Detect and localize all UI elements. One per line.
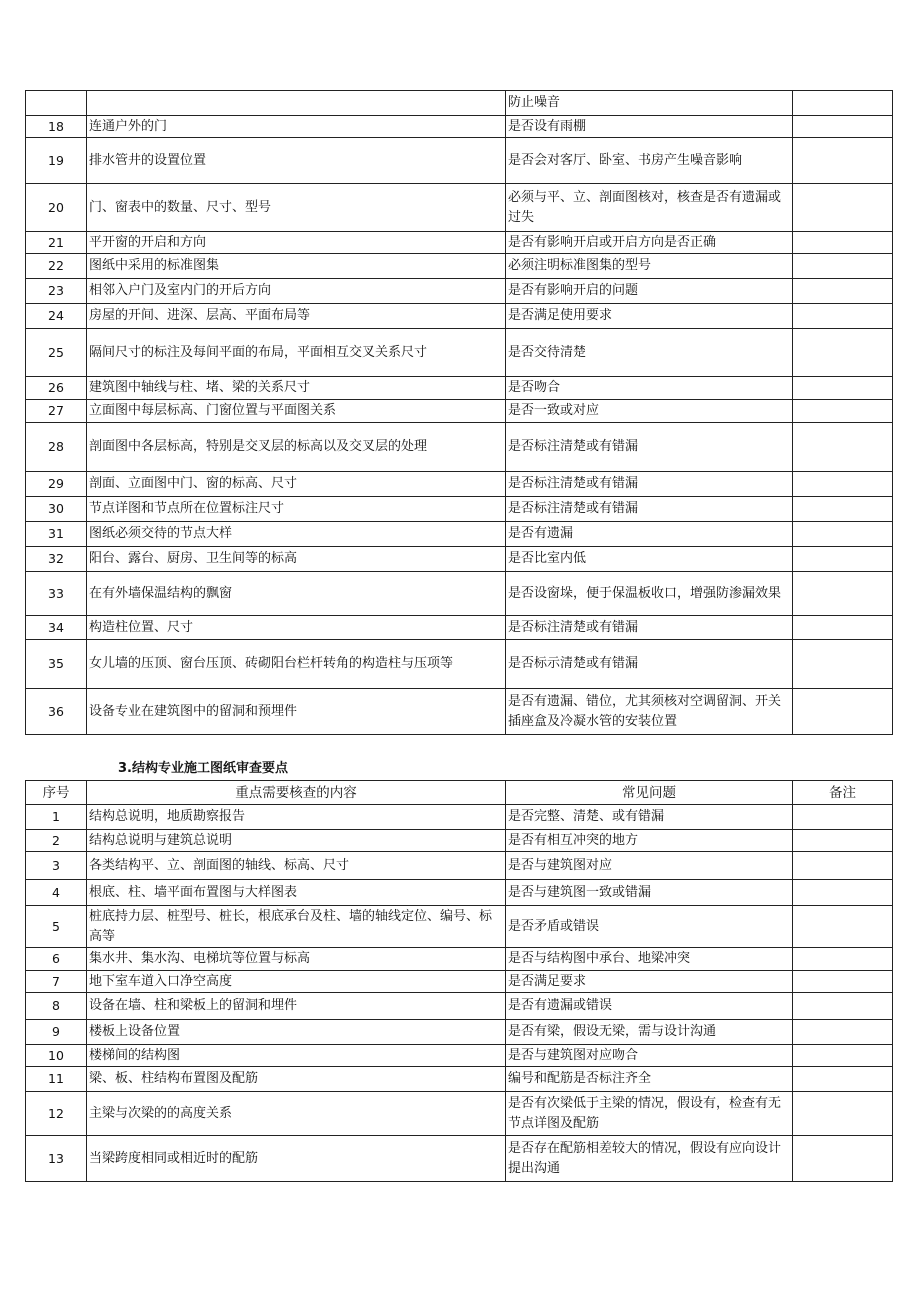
row-note — [793, 400, 893, 423]
row-note — [793, 689, 893, 735]
row-number: 6 — [26, 948, 87, 971]
row-issue: 是否有影响开启或开启方向是否正确 — [506, 232, 793, 254]
row-issue: 是否一致或对应 — [506, 400, 793, 423]
table-row — [26, 1067, 893, 1092]
row-content: 梁、板、柱结构布置图及配筋 — [87, 1067, 506, 1092]
row-content: 集水井、集水沟、电梯坑等位置与标高 — [87, 948, 506, 971]
row-note — [793, 254, 893, 279]
row-note — [793, 805, 893, 830]
row-issue: 是否有梁，假设无梁，需与设计沟通 — [506, 1020, 793, 1045]
row-content: 女儿墙的压顶、窗台压顶、砖砌阳台栏杆转角的构造柱与压项等 — [87, 640, 506, 689]
table-row — [26, 572, 893, 616]
table-header-row — [26, 781, 893, 805]
table-row — [26, 971, 893, 993]
row-number: 2 — [26, 830, 87, 852]
row-note — [793, 1136, 893, 1182]
row-number: 7 — [26, 971, 87, 993]
row-number: 10 — [26, 1045, 87, 1067]
table-row — [26, 616, 893, 640]
row-number: 27 — [26, 400, 87, 423]
row-number: 28 — [26, 423, 87, 472]
row-issue: 是否与建筑图对应吻合 — [506, 1045, 793, 1067]
row-number: 9 — [26, 1020, 87, 1045]
row-issue: 是否矛盾或错误 — [506, 906, 793, 948]
row-number: 31 — [26, 522, 87, 547]
row-content: 结构总说明，地质勘察报告 — [87, 805, 506, 830]
row-issue: 是否有相互冲突的地方 — [506, 830, 793, 852]
row-issue: 是否标注清楚或有错漏 — [506, 472, 793, 497]
table-row — [26, 400, 893, 423]
row-issue: 是否有遗漏、错位，尤其须核对空调留洞、开关插座盒及冷凝水管的安装位置 — [506, 689, 793, 735]
table-row — [26, 472, 893, 497]
row-content: 设备在墙、柱和梁板上的留洞和埋件 — [87, 993, 506, 1020]
header-issue: 常见问题 — [506, 781, 793, 805]
row-note — [793, 572, 893, 616]
row-number: 32 — [26, 547, 87, 572]
row-issue: 是否标注清楚或有错漏 — [506, 616, 793, 640]
row-number: 30 — [26, 497, 87, 522]
row-note — [793, 640, 893, 689]
row-number: 5 — [26, 906, 87, 948]
row-number: 34 — [26, 616, 87, 640]
row-issue: 是否会对客厅、卧室、书房产生噪音影响 — [506, 138, 793, 184]
row-content: 平开窗的开启和方向 — [87, 232, 506, 254]
row-note — [793, 279, 893, 304]
row-note — [793, 1045, 893, 1067]
row-issue: 必须与平、立、剖面图核对，核查是否有遗漏或过失 — [506, 184, 793, 232]
row-note — [793, 616, 893, 640]
table-row — [26, 329, 893, 377]
table-row — [26, 880, 893, 906]
row-note — [793, 906, 893, 948]
section-title: 3.结构专业施工图纸审查要点 — [118, 761, 288, 776]
row-issue: 是否吻合 — [506, 377, 793, 400]
row-note — [793, 232, 893, 254]
row-content: 主梁与次梁的的高度关系 — [87, 1092, 506, 1136]
row-content: 设备专业在建筑图中的留洞和预埋件 — [87, 689, 506, 735]
row-issue: 是否与建筑图对应 — [506, 852, 793, 880]
row-issue: 是否设窗垛，便于保温板收口，增强防渗漏效果 — [506, 572, 793, 616]
row-note — [793, 91, 893, 116]
table-row — [26, 1020, 893, 1045]
table-row — [26, 640, 893, 689]
row-issue: 是否有遗漏或错误 — [506, 993, 793, 1020]
table-row — [26, 993, 893, 1020]
row-note — [793, 497, 893, 522]
row-content: 剖面、立面图中门、窗的标高、尺寸 — [87, 472, 506, 497]
row-issue: 是否与建筑图一致或错漏 — [506, 880, 793, 906]
row-number: 21 — [26, 232, 87, 254]
row-content: 构造柱位置、尺寸 — [87, 616, 506, 640]
row-note — [793, 880, 893, 906]
row-number: 35 — [26, 640, 87, 689]
row-content: 相邻入户门及室内门的开后方向 — [87, 279, 506, 304]
table-row — [26, 377, 893, 400]
row-issue: 是否满足使用要求 — [506, 304, 793, 329]
row-note — [793, 472, 893, 497]
header-content: 重点需要核查的内容 — [87, 781, 506, 805]
row-issue: 必须注明标准图集的型号 — [506, 254, 793, 279]
row-number: 13 — [26, 1136, 87, 1182]
row-note — [793, 304, 893, 329]
row-issue: 是否比室内低 — [506, 547, 793, 572]
row-content: 各类结构平、立、剖面图的轴线、标高、尺寸 — [87, 852, 506, 880]
row-content: 立面图中每层标高、门窗位置与平面图关系 — [87, 400, 506, 423]
row-content: 在有外墙保温结构的飘窗 — [87, 572, 506, 616]
row-number: 24 — [26, 304, 87, 329]
row-content: 图纸必须交待的节点大样 — [87, 522, 506, 547]
building-review-table — [25, 90, 893, 735]
row-number: 19 — [26, 138, 87, 184]
row-content: 排水管井的设置位置 — [87, 138, 506, 184]
table-row — [26, 547, 893, 572]
table-row — [26, 1092, 893, 1136]
row-number: 33 — [26, 572, 87, 616]
row-note — [793, 329, 893, 377]
row-issue: 是否标示清楚或有错漏 — [506, 640, 793, 689]
row-content: 当梁跨度相同或相近时的配筋 — [87, 1136, 506, 1182]
header-note: 备注 — [793, 781, 893, 805]
row-content: 图纸中采用的标准图集 — [87, 254, 506, 279]
table-row — [26, 1136, 893, 1182]
row-number — [26, 91, 87, 116]
row-number: 11 — [26, 1067, 87, 1092]
row-content — [87, 91, 506, 116]
row-number: 8 — [26, 993, 87, 1020]
row-content: 楼梯间的结构图 — [87, 1045, 506, 1067]
table-row — [26, 948, 893, 971]
row-note — [793, 1067, 893, 1092]
row-note — [793, 948, 893, 971]
row-content: 建筑图中轴线与柱、堵、梁的关系尺寸 — [87, 377, 506, 400]
row-content: 连通户外的门 — [87, 116, 506, 138]
row-content: 地下室车道入口净空高度 — [87, 971, 506, 993]
row-note — [793, 184, 893, 232]
row-note — [793, 138, 893, 184]
table-row — [26, 232, 893, 254]
row-note — [793, 1020, 893, 1045]
row-number: 25 — [26, 329, 87, 377]
row-issue: 是否存在配筋相差较大的情况，假设有应向设计提出沟通 — [506, 1136, 793, 1182]
row-issue: 是否与结构图中承台、地梁冲突 — [506, 948, 793, 971]
table-row — [26, 116, 893, 138]
row-number: 26 — [26, 377, 87, 400]
table-row — [26, 254, 893, 279]
row-note — [793, 116, 893, 138]
row-issue: 是否标注清楚或有错漏 — [506, 497, 793, 522]
table-row — [26, 689, 893, 735]
row-number: 29 — [26, 472, 87, 497]
row-issue: 防止噪音 — [506, 91, 793, 116]
row-issue: 是否满足要求 — [506, 971, 793, 993]
table-row — [26, 304, 893, 329]
table-row — [26, 423, 893, 472]
row-content: 房屋的开间、进深、层高、平面布局等 — [87, 304, 506, 329]
row-issue: 是否交待清楚 — [506, 329, 793, 377]
row-content: 结构总说明与建筑总说明 — [87, 830, 506, 852]
structure-review-table — [25, 780, 893, 1182]
row-number: 1 — [26, 805, 87, 830]
table-row — [26, 1045, 893, 1067]
row-number: 36 — [26, 689, 87, 735]
row-issue: 是否有遗漏 — [506, 522, 793, 547]
table-row — [26, 906, 893, 948]
row-content: 楼板上设备位置 — [87, 1020, 506, 1045]
row-content: 门、窗表中的数量、尺寸、型号 — [87, 184, 506, 232]
row-content: 节点详图和节点所在位置标注尺寸 — [87, 497, 506, 522]
row-issue: 是否有影响开启的问题 — [506, 279, 793, 304]
row-number: 12 — [26, 1092, 87, 1136]
row-note — [793, 1092, 893, 1136]
table-row — [26, 805, 893, 830]
table-row — [26, 279, 893, 304]
row-issue: 是否有次梁低于主梁的情况，假设有，检查有无节点详图及配筋 — [506, 1092, 793, 1136]
row-number: 22 — [26, 254, 87, 279]
row-content: 桩底持力层、桩型号、桩长，根底承台及柱、墙的轴线定位、编号、标高等 — [87, 906, 506, 948]
header-no: 序号 — [26, 781, 87, 805]
row-number: 4 — [26, 880, 87, 906]
row-note — [793, 993, 893, 1020]
row-note — [793, 423, 893, 472]
row-number: 3 — [26, 852, 87, 880]
row-number: 23 — [26, 279, 87, 304]
table-row — [26, 830, 893, 852]
row-note — [793, 377, 893, 400]
row-note — [793, 522, 893, 547]
table-row — [26, 138, 893, 184]
row-note — [793, 852, 893, 880]
row-issue: 编号和配筋是否标注齐全 — [506, 1067, 793, 1092]
row-content: 剖面图中各层标高，特别是交叉层的标高以及交叉层的处理 — [87, 423, 506, 472]
row-number: 18 — [26, 116, 87, 138]
row-content: 根底、柱、墙平面布置图与大样图表 — [87, 880, 506, 906]
row-note — [793, 830, 893, 852]
row-content: 隔间尺寸的标注及每间平面的布局，平面相互交叉关系尺寸 — [87, 329, 506, 377]
row-number: 20 — [26, 184, 87, 232]
row-issue: 是否设有雨棚 — [506, 116, 793, 138]
table-row — [26, 852, 893, 880]
row-content: 阳台、露台、厨房、卫生间等的标高 — [87, 547, 506, 572]
table-row — [26, 91, 893, 116]
row-issue: 是否标注清楚或有错漏 — [506, 423, 793, 472]
row-note — [793, 971, 893, 993]
row-note — [793, 547, 893, 572]
row-issue: 是否完整、清楚、或有错漏 — [506, 805, 793, 830]
table-row — [26, 522, 893, 547]
table-row — [26, 184, 893, 232]
table-row — [26, 497, 893, 522]
